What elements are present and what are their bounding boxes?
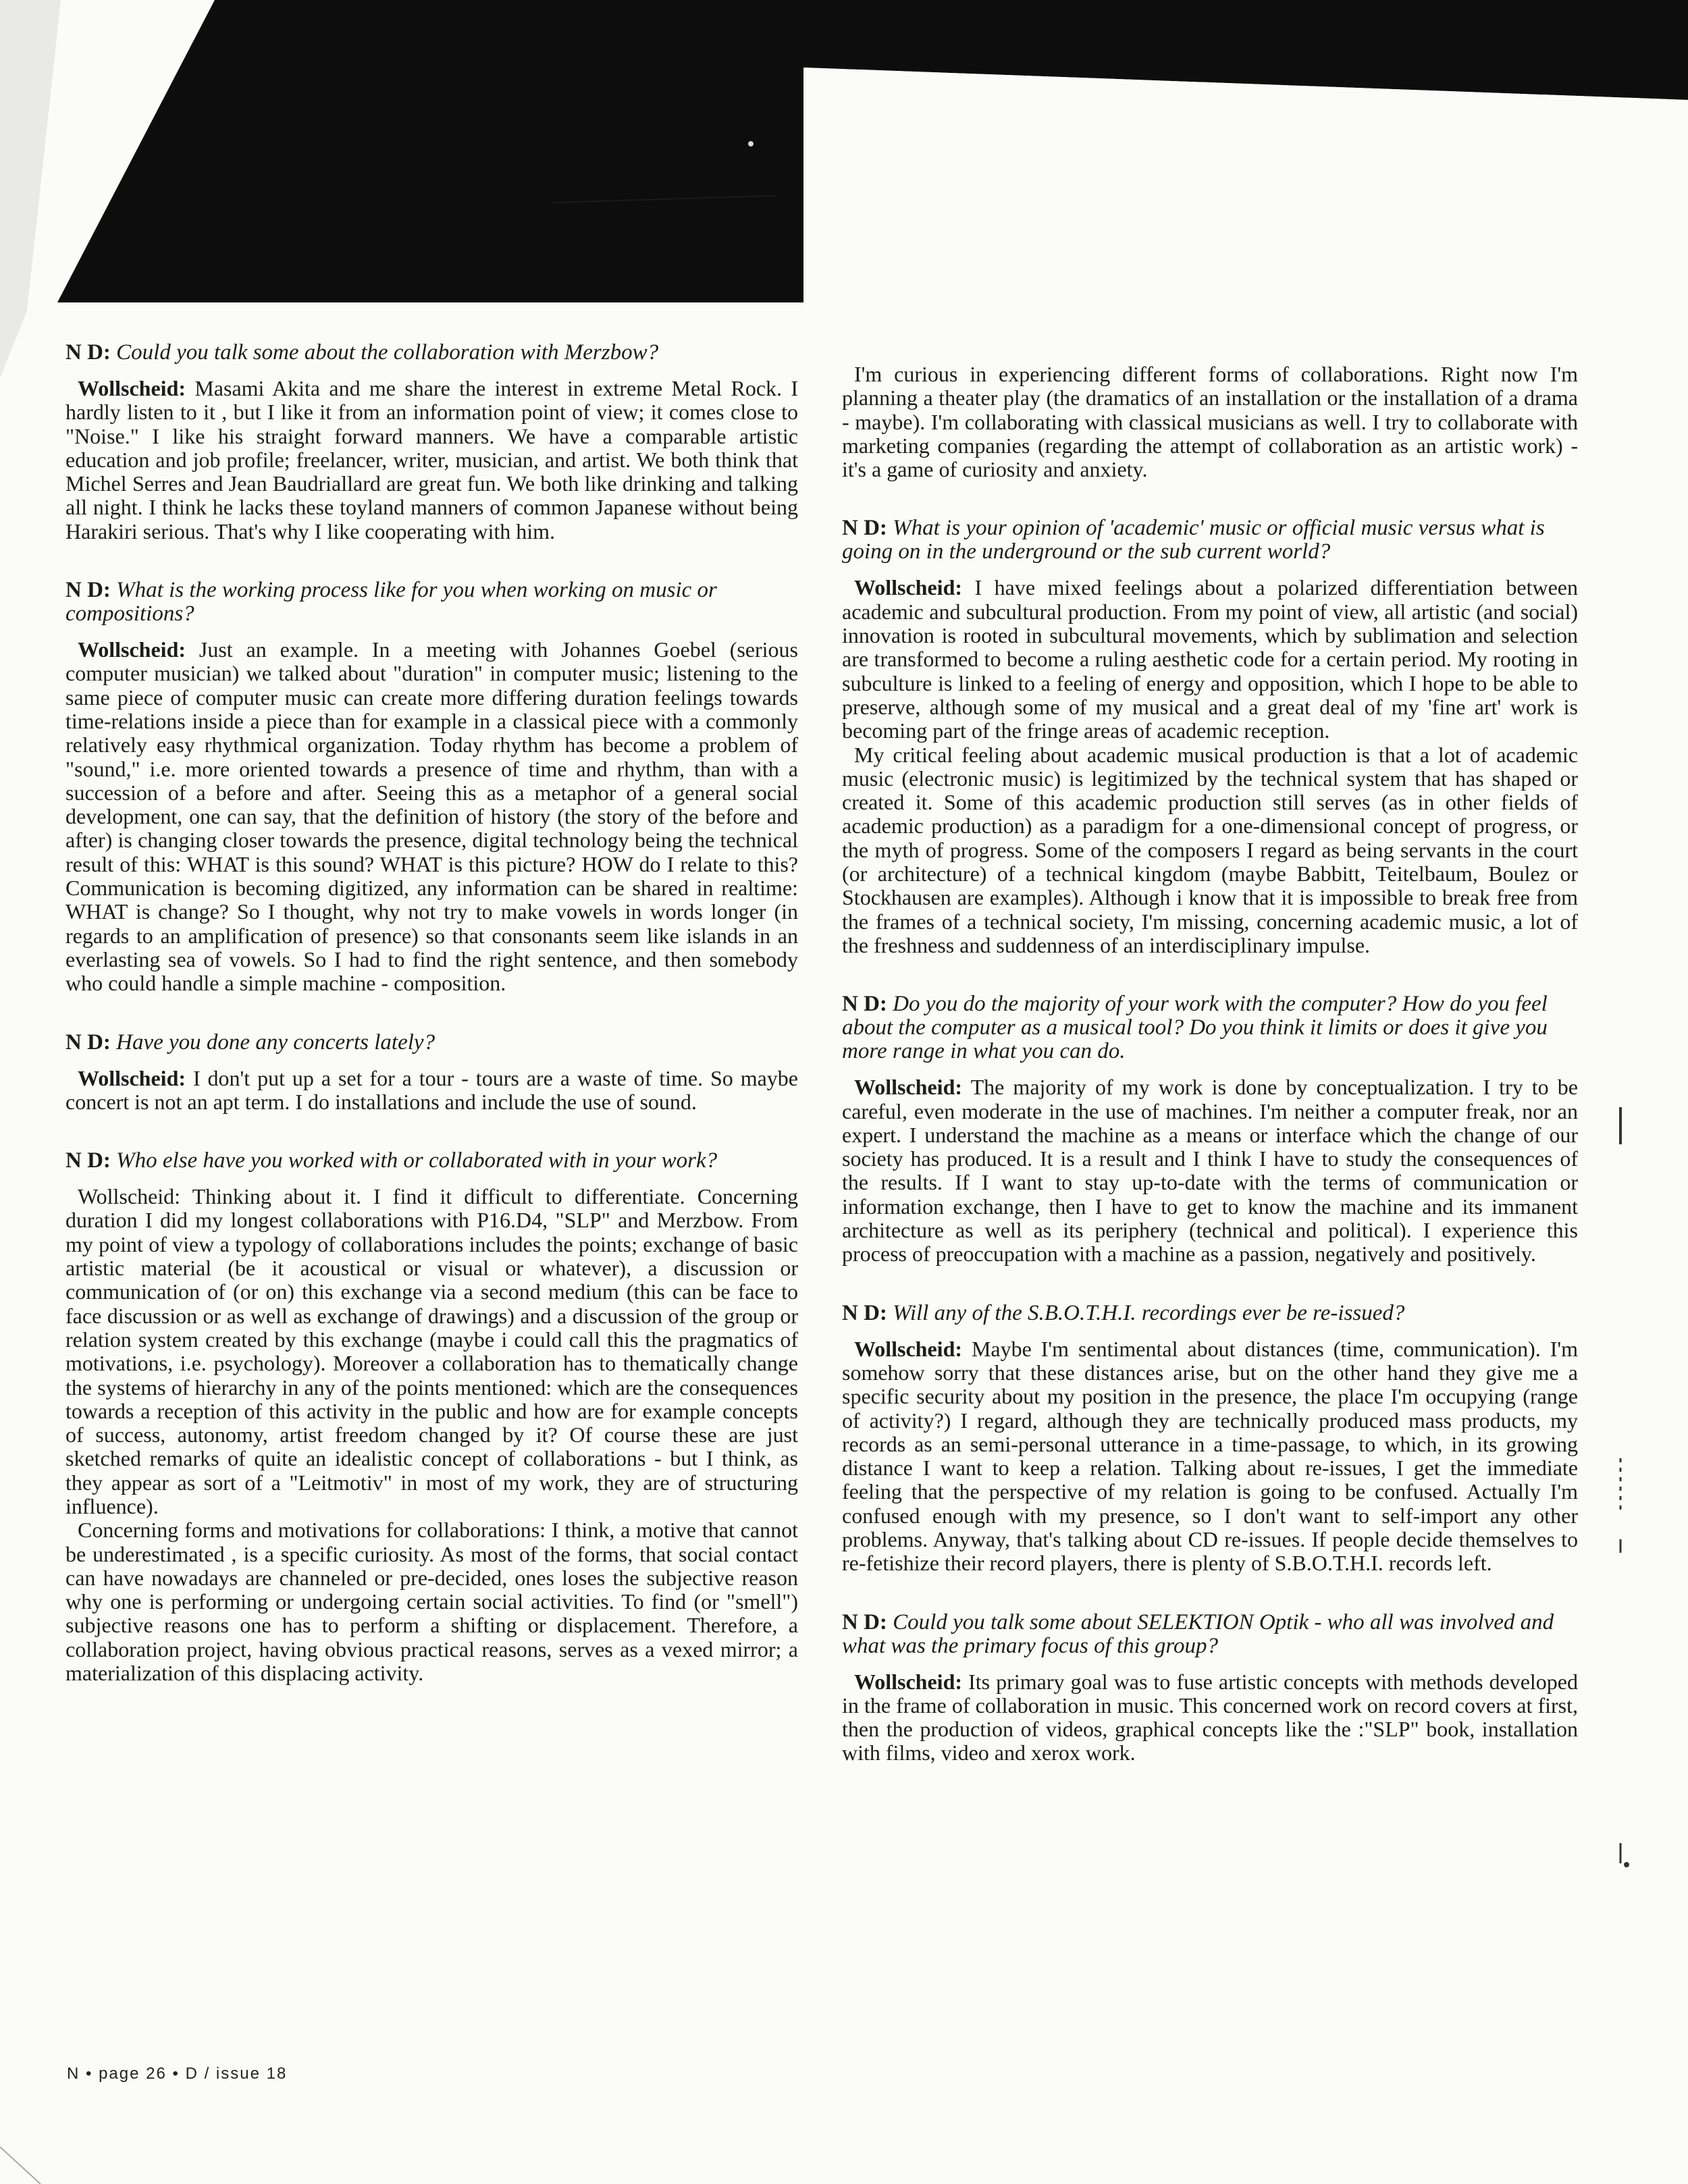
question-3: N D: Have you done any concerts lately? xyxy=(65,1030,436,1055)
scan-margin-marks xyxy=(1607,1080,1634,1890)
answer-6: Wollscheid: The majority of my work is done by conceptualization. I try to be careful, even moderate in the use of machines. I'm neither a computer freak, nor an expert. I understand the machine as a means or interface which the change of our society has produced. It is a result and I think I have to study the consequences of the results. If I want to stay up-to-date with the terms of communication or information exchange, then I have to get to know the machine and its immanent architecture as well as its periphery (technical and political). I experience this process of preoccupation with a machine as a passion, negatively and positively. xyxy=(842,1075,1579,1267)
answer-3: Wollscheid: I don't put up a set for a tour - tours are a waste of time. So maybe concert is not an apt term. I do installations and include the use of sound. xyxy=(65,1065,799,1114)
question-6: N D: Do you do the majority of your work with the computer? How do you feel about the computer as a musical tool? Do you think it limits or does it give you more range in what you can do. xyxy=(842,992,1548,1064)
right-column xyxy=(842,363,1578,1765)
question-1: N D: Could you talk some about the collaboration with Merzbow? xyxy=(65,340,659,365)
question-8: N D: Could you talk some about SELEKTION Optik - who all was involved and what was the primary focus of this group? xyxy=(842,1609,1554,1658)
question-5: N D: What is your opinion of 'academic' music or official music versus what is going on in the underground or the sub current world? xyxy=(842,516,1545,564)
question-7: N D: Will any of the S.B.O.T.H.I. recordings ever be re-issued? xyxy=(842,1300,1405,1325)
answer-2: Wollscheid: Just an example. In a meeting with Johannes Goebel (serious computer musician) we talked about "duration" in computer music; listening to the same piece of computer music can create more differing duration feelings towards time-relations inside a piece than for example in a classical piece with a commonly relatively easy rhythmical organization. Today rhythm has become a problem of "sound," i.e. more oriented towards a presence of time and rhythm, than with a succession of a before and after. Seeing this as a metaphor of a general social development, one can say, that the definition of history (the story of the before and after) is changing closer towards the presence, digital technology being the technical result of this: WHAT is this sound? WHAT is this picture? HOW do I relate to this? Communication is becoming digitized, any information can be shared in realtime: WHAT is change? So I thought, why not try to make vowels in words longer (in regards to an amplification of presence) so that consonants seem like islands in an everlasting sea of vowels. So I had to find the right sentence, and then somebody who could handle a simple machine - composition. xyxy=(65,637,799,996)
question-2: N D: What is the working process like for you when working on music or compositions? xyxy=(65,578,717,627)
question-4: N D: Who else have you worked with or collaborated with in your work? xyxy=(65,1148,718,1173)
header-photo xyxy=(0,0,1688,311)
page-footer: N • page 26 • D / issue 18 xyxy=(67,2065,288,2083)
answer-5-continued: My critical feeling about academic musical production is that a lot of academic music (electronic music) is legitimized by the technical system that has shaped or created it. Some of this academic production still serves (as in other fields of academic production) as a paradigm for a one-dimensional concept of progress, or the myth of progress. Some of the composers I regard as being servants in the court (or architecture) of a technical kingdom (maybe Babbitt, Teitelbaum, Boulez or Stockhausen are examples). Although i know that it is impossible to break free from the frames of a technical society, I'm missing, concerning academic music, a lot of the freshness and suddenness of an interdisciplinary impulse. xyxy=(842,742,1578,957)
answer-7: Wollscheid: Maybe I'm sentimental about distances (time, communication). I'm somehow sorry that these distances arise, but on the other hand they give me a specific security about my position in the presence, the place I'm occupying (range of activity?) I regard, although they are technically produced mass products, my records as an semi-personal utterance in a time-passage, to which, in its growing distance I want to keep a relation. Talking about re-issues, I get the immediate feeling that the perspective of my relation is going to be confused. Actually I'm confused enough with my presence, so I don't want to self-import any other problems. Anyway, that's talking about CD re-issues. If people decide themselves to re-fetishize their record players, there is plenty of S.B.O.T.H.I. records left. xyxy=(842,1336,1579,1576)
answer-5: Wollscheid: I have mixed feelings about a polarized differentiation between academic and subcultural production. From my point of view, all artistic (and social) innovation is rooted in subcultural movements, which by sublimation and selection are transformed to become a ruling aesthetic code for a certain period. My rooting in subculture is linked to a feeling of energy and opposition, which I hope to be able to preserve, although some of my musical and a great deal of my 'fine art' work is becoming part of the fringe areas of academic reception. xyxy=(842,575,1579,743)
scan-left-edge xyxy=(0,0,61,2184)
answer-8: Wollscheid: Its primary goal was to fuse artistic concepts with methods developed in the frame of collaboration in music. This concerned work on record covers at first, then the production of videos, graphical concepts like the :"SLP" book, installation with films, video and xerox work. xyxy=(842,1669,1579,1765)
answer-1: Wollscheid: Masami Akita and me share the interest in extreme Metal Rock. I hardly listen to it , but I like it from an information point of view; it comes close to "Noise." I like his straight forward manners. We have a comparable artistic education and job profile; freelancer, writer, musician, and artist. We both think that Michel Serres and Jean Baudriallard are great fun. We both like drinking and talking all night. I think he lacks these toyland manners of common Japanese without being Harakiri serious. That's why I like cooperating with him. xyxy=(65,376,799,543)
answer-4: Wollscheid: Thinking about it. I find it difficult to differentiate. Concerning duration I did my longest collaborations with P16.D4, "SLP" and Merzbow. From my point of view a typology of collaborations includes the points; exchange of basic artistic material (be it acoustical or visual or whatever), a discussion or communication of (or on) this exchange via a second medium (this can be face to face discussion or as well as exchange of drawings) and a discussion of the group or relation system created by this exchange (maybe i could call this the pragmatics of motivations, i.e. psychology). Moreover a collaboration has to thematically change the systems of hierarchy in any of the points mentioned: which are the consequences towards a reception of this activity in the public and how are for example concepts of success, autonomy, artist freedom changed by it? Of course these are just sketched remarks of quite an idealistic concept of collaborations - but I think, as they appear as sort of a "Leitmotiv" in most of my work, they are of structuring influence). xyxy=(65,1184,799,1518)
answer-4-continued-right: I'm curious in experiencing different forms of collaborations. Right now I'm planning a theater play (the dramatics of an installation or the installation of a drama - maybe). I'm collaborating with classical musicians as well. I try to collaborate with marketing companies (regarding the attempt of collaboration as an artistic work) - it's a game of curiosity and anxiety. xyxy=(842,362,1578,482)
answer-4-continued: Concerning forms and motivations for collaborations: I think, a motive that cannot be underestimated , is a specific curiosity. As most of the forms, that social contact can have nowadays are channeled or pre-decided, ones loses the subjective reason why one is performing or undergoing certain social activities. To find (or "smell") subjective reasons one has to perform a shifting or displacement. Therefore, a collaboration project, having obvious practical reasons, serves as a vexed mirror; a materialization of this displacing activity. xyxy=(65,1518,798,1686)
left-column xyxy=(65,341,798,1685)
